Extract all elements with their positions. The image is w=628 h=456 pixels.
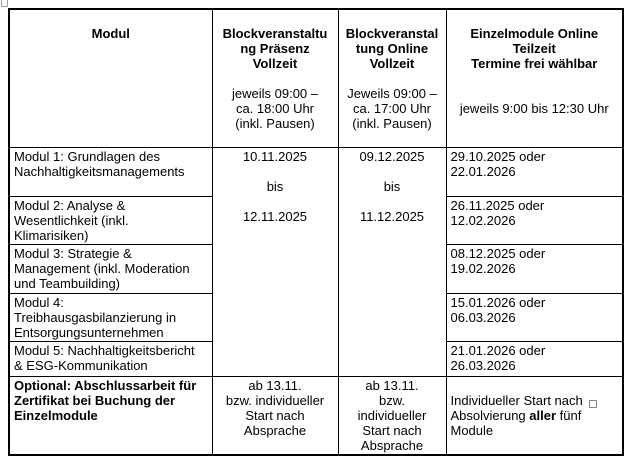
cell-optional-praesenz[interactable]: ab 13.11. bzw. individueller Start nach Absprache: [212, 377, 338, 456]
cell-modul-2-einzel-dates[interactable]: 26.11.2025 oder 12.02.2026: [446, 197, 623, 245]
cell-online-dates[interactable]: 09.12.2025 bis 11.12.2025: [338, 148, 446, 377]
cell-modul-5-einzel-dates[interactable]: 21.01.2026 oder 26.03.2026: [446, 342, 623, 377]
cell-modul-3-einzel-dates[interactable]: 08.12.2025 oder 19.02.2026: [446, 245, 623, 294]
table-row-modul-1: [9, 148, 623, 197]
header-cell-praesenz[interactable]: [212, 9, 338, 148]
header-cell-online[interactable]: [338, 9, 446, 148]
table-resize-handle-icon[interactable]: [589, 400, 597, 408]
optional-einzel-text-bold: aller: [529, 408, 557, 423]
header-online-times: Jeweils 09:00 – ca. 17:00 Uhr (inkl. Pausen): [347, 86, 437, 131]
cell-modul-5-name[interactable]: Modul 5: Nachhaltigkeitsbericht & ESG-Kommunikation: [9, 342, 212, 377]
cell-modul-2-name[interactable]: Modul 2: Analyse & Wesentlichkeit (inkl. Klimarisiken): [9, 197, 212, 245]
cell-modul-1-einzel-dates[interactable]: 29.10.2025 oder 22.01.2026: [446, 148, 623, 197]
cell-modul-4-einzel-dates[interactable]: 15.01.2026 oder 06.03.2026: [446, 294, 623, 342]
optional-einzel-text-pre: Individueller Start nach Absolvierung: [450, 393, 583, 423]
header-cell-modul[interactable]: [9, 9, 212, 148]
schedule-table: [8, 8, 624, 456]
cell-modul-4-name[interactable]: Modul 4: Treibhausgasbilanzierung in Entsorgungsunternehmen: [9, 294, 212, 342]
cell-modul-3-name[interactable]: Modul 3: Strategie & Management (inkl. Moderation und Teambuilding): [9, 245, 212, 294]
cell-optional-einzel[interactable]: [446, 377, 623, 456]
header-cell-einzelmodule[interactable]: [446, 9, 623, 148]
cell-modul-1-name[interactable]: Modul 1: Grundlagen des Nachhaltigkeitsmanagements: [9, 148, 212, 197]
cell-optional-online[interactable]: ab 13.11. bzw. individueller Start nach Absprache: [338, 377, 446, 456]
header-einzelmodule-times: jeweils 9:00 bis 12:30 Uhr: [459, 101, 609, 116]
optional-einzel-text-post: fünf Module: [450, 408, 582, 438]
header-einzelmodule-title: Einzelmodule Online Teilzeit Termine frei wählbar: [470, 26, 599, 71]
header-praesenz-title: Blockveranstaltu ng Präsenz Vollzeit: [222, 26, 328, 71]
cell-optional-name[interactable]: Optional: Abschlussarbeit für Zertifikat bei Buchung der Einzelmodule: [9, 377, 212, 456]
table-move-handle-icon[interactable]: [1, 0, 8, 7]
table-header-row: [9, 9, 623, 148]
header-modul-label: Modul: [91, 26, 130, 41]
table-row-optional: [9, 377, 623, 456]
cell-praesenz-dates[interactable]: 10.11.2025 bis 12.11.2025: [212, 148, 338, 377]
header-online-title: Blockveranstal tung Online Vollzeit: [345, 26, 439, 71]
header-praesenz-times: jeweils 09:00 – ca. 18:00 Uhr (inkl. Pausen): [232, 86, 318, 131]
